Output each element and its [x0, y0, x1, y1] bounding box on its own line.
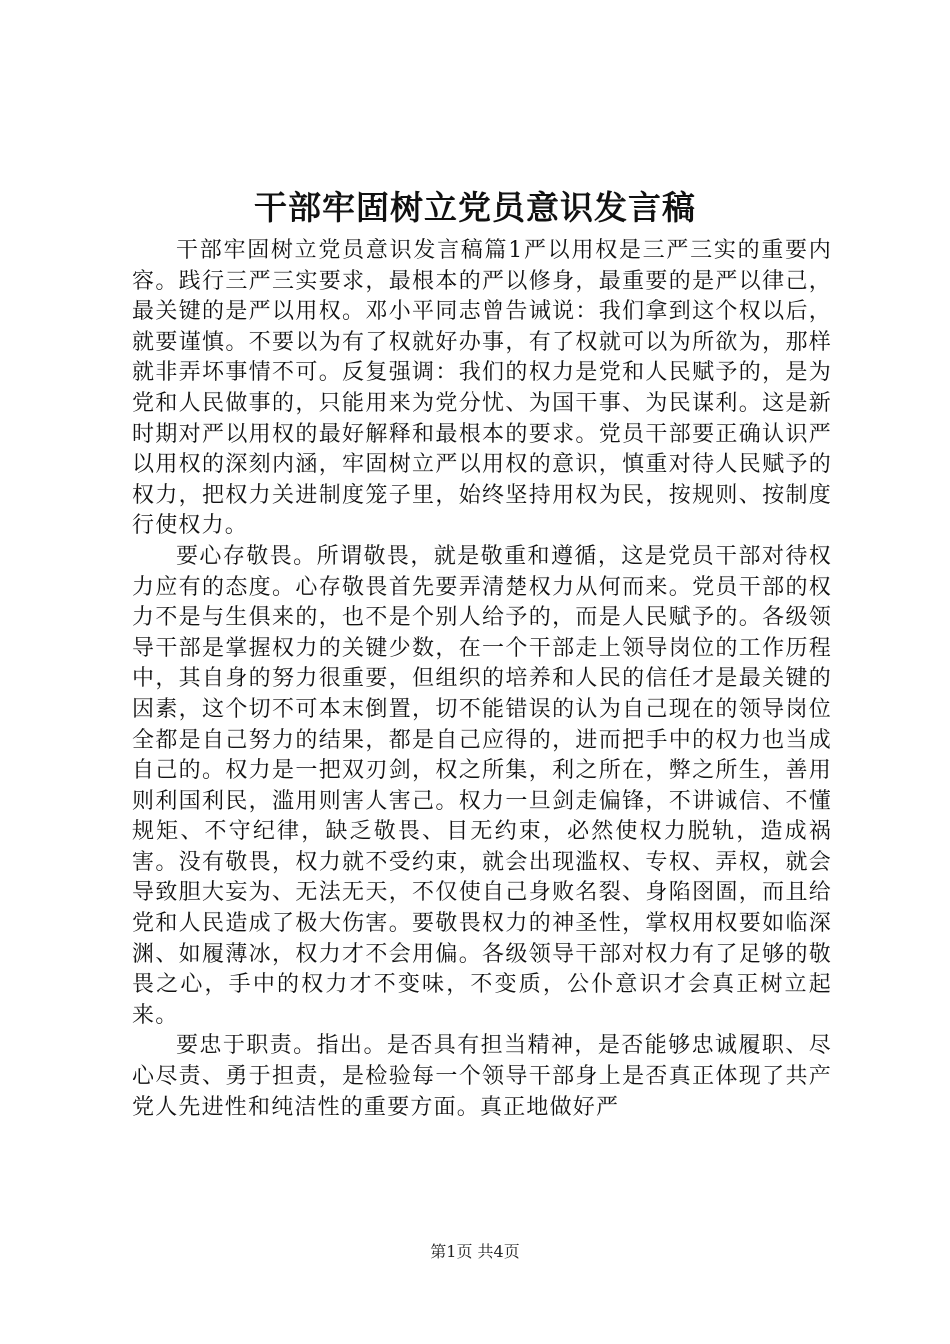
- page-footer: 第1页 共4页: [430, 1242, 520, 1261]
- paragraph-1: 干部牢固树立党员意识发言稿篇1严以用权是三严三实的重要内容。践行三严三实要求，最根本的严以修身，最重要的是严以律己，最关键的是严以用权。邓小平同志曾告诫说：我们拿到这个权以后，就要谨慎。不要以为有了权就好办事，有了权就可以为所欲为，那样就非弄坏事情不可。反复强调：我们的权力是党和人民赋予的，是为党和人民做事的，只能用来为党分忧、为国干事、为民谋利。这是新时期对严以用权的最好解释和最根本的要求。党员干部要正确认识严以用权的深刻内涵，牢固树立严以用权的意识，慎重对待人民赋予的权力，把权力关进制度笼子里，始终坚持用权为民，按规则、按制度行使权力。: [132, 238, 832, 539]
- document-body: [132, 236, 832, 1123]
- document-title: 干部牢固树立党员意识发言稿: [254, 188, 696, 227]
- paragraph-3: 要忠于职责。指出。是否具有担当精神，是否能够忠诚履职、尽心尽责、勇于担责，是检验每一个领导干部身上是否真正体现了共产党人先进性和纯洁性的重要方面。真正地做好严: [132, 1033, 832, 1120]
- paragraph-2: 要心存敬畏。所谓敬畏，就是敬重和遵循，这是党员干部对待权力应有的态度。心存敬畏首先要弄清楚权力从何而来。党员干部的权力不是与生俱来的，也不是个别人给予的，而是人民赋予的。各级领导干部是掌握权力的关键少数，在一个干部走上领导岗位的工作历程中，其自身的努力很重要，但组织的培养和人民的信任才是最关键的因素，这个切不可本末倒置，切不能错误的认为自己现在的领导岗位全都是自己努力的结果，都是自己应得的，进而把手中的权力也当成自己的。权力是一把双刃剑，权之所集，利之所在，弊之所生，善用则利国利民，滥用则害人害己。权力一旦剑走偏锋，不讲诚信、不懂规矩、不守纪律，缺乏敬畏、目无约束，必然使权力脱轨，造成祸害。没有敬畏，权力就不受约束，就会出现滥权、专权、弄权，就会导致胆大妄为、无法无天，不仅使自己身败名裂、身陷囹圄，而且给党和人民造成了极大伤害。要敬畏权力的神圣性，掌权用权要如临深渊、如履薄冰，权力才不会用偏。各级领导干部对权力有了足够的敬畏之心，手中的权力才不变味，不变质，公仆意识才会真正树立起来。: [132, 543, 832, 1028]
